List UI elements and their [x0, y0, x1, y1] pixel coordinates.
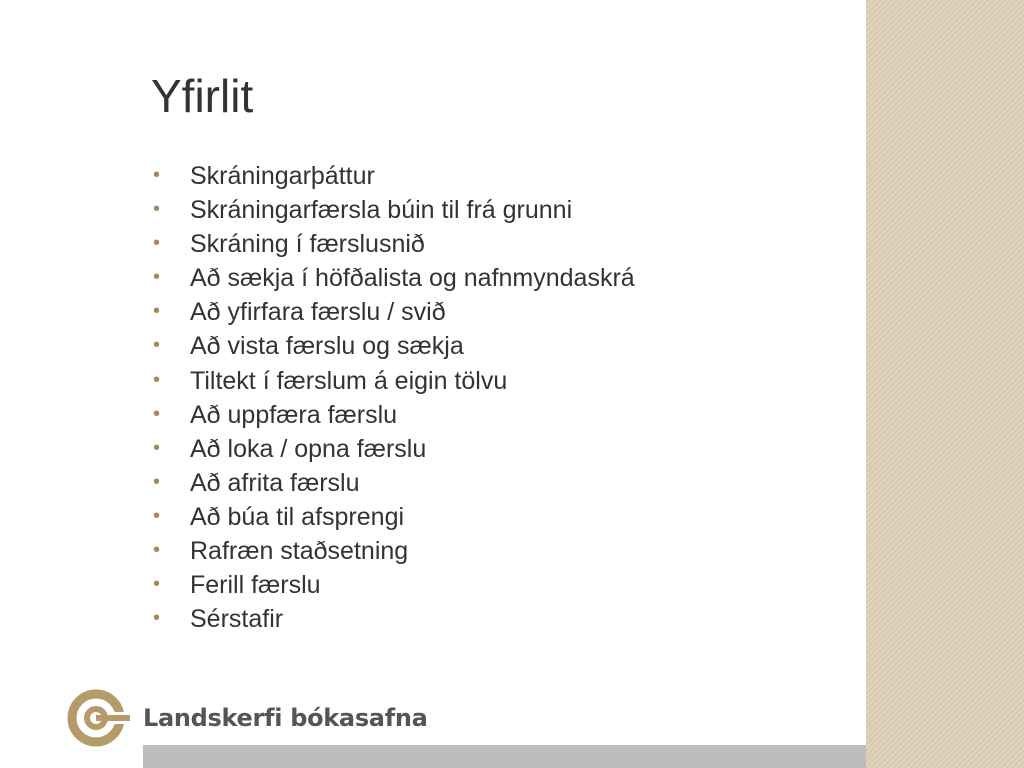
- bullet-item: [152, 432, 635, 466]
- bullet-text: Tiltekt í færslum á eigin tölvu: [190, 366, 508, 395]
- bullet-text: Að vista færslu og sækja: [190, 332, 464, 361]
- bullet-icon: •: [153, 368, 161, 391]
- decorative-side-panel: [866, 0, 1024, 768]
- logo: [66, 688, 428, 748]
- bullet-item: [152, 295, 635, 329]
- bullet-item: [152, 398, 635, 432]
- bullet-text: Að loka / opna færslu: [190, 434, 427, 463]
- bullet-icon: •: [153, 436, 161, 459]
- bullet-text: Rafræn staðsetning: [190, 537, 409, 566]
- bullet-item: [152, 602, 635, 636]
- bullet-icon: •: [153, 539, 161, 562]
- logo-text: Landskerfi bókasafna: [143, 704, 428, 732]
- bullet-icon: •: [153, 504, 161, 527]
- bullet-item: [152, 193, 635, 227]
- bullet-text: Skráning í færslusnið: [190, 230, 425, 259]
- slide-title: Yfirlit: [151, 70, 254, 122]
- bullet-icon: •: [153, 334, 161, 357]
- bullet-icon: •: [153, 607, 161, 630]
- bullet-item: [152, 534, 635, 568]
- bullet-icon: •: [153, 232, 161, 255]
- bullet-icon: •: [153, 300, 161, 323]
- bullet-icon: •: [153, 266, 161, 289]
- bullet-icon: •: [153, 470, 161, 493]
- bullet-item: [152, 466, 635, 500]
- bullet-item: [152, 568, 635, 602]
- bullet-icon: •: [153, 198, 161, 221]
- bullet-icon: •: [153, 402, 161, 425]
- bullet-text: Að sækja í höfðalista og nafnmyndaskrá: [190, 264, 635, 293]
- bullet-item: [152, 261, 635, 295]
- bullet-item: [152, 500, 635, 534]
- bullet-text: Skráningarfærsla búin til frá grunni: [190, 196, 573, 225]
- bullet-item: [152, 159, 635, 193]
- bullet-icon: •: [153, 573, 161, 596]
- bullet-item: [152, 227, 635, 261]
- bullet-text: Sérstafir: [190, 605, 284, 634]
- bullet-text: Að afrita færslu: [190, 468, 360, 497]
- landskerfi-logo-icon: [66, 688, 130, 748]
- bullet-item: [152, 329, 635, 363]
- bottom-bar: [143, 745, 866, 768]
- bullet-item: [152, 364, 635, 398]
- bullet-text: Skráningarþáttur: [190, 162, 375, 190]
- bullet-text: Að búa til afsprengi: [190, 502, 405, 531]
- bullet-text: Að uppfæra færslu: [190, 400, 398, 429]
- bullet-list: [152, 159, 635, 636]
- bullet-text: Að yfirfara færslu / svið: [190, 298, 446, 327]
- bullet-icon: •: [153, 164, 161, 186]
- bullet-text: Ferill færslu: [190, 571, 321, 600]
